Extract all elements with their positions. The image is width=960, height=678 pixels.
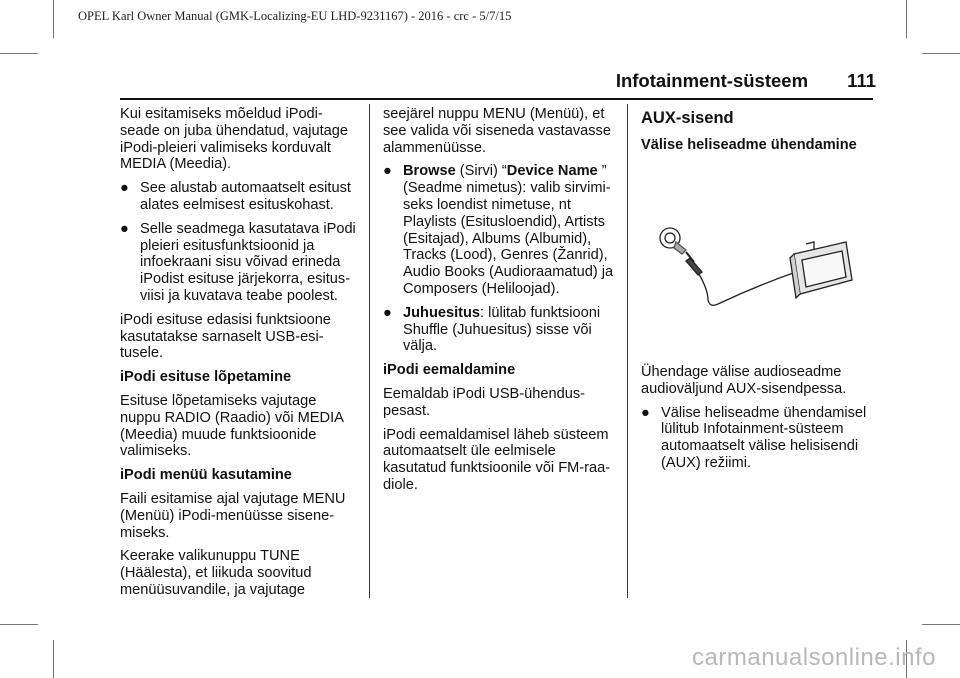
bullet-item: ● Juhuesitus: lülitab funktsiooni Shuffle (Juhuesitus) sisse või välja. — [383, 304, 601, 355]
crop-mark — [0, 53, 38, 54]
paragraph: iPodi eemaldamisel läheb süsteem automaatselt üle eelmisele kasutatud funktsioonile või FM-raa-diole. — [383, 426, 611, 493]
column-3 — [641, 106, 881, 161]
crop-mark — [922, 53, 960, 54]
crop-mark — [0, 624, 38, 625]
paragraph: Kui esitamiseks mõeldud iPodi-seade on juba ühendatud, vajutage iPodi-pleieri valimiseks korduvalt MEDIA (Meedia). — [120, 106, 349, 173]
page-header — [616, 70, 876, 92]
term-shuffle: Juhuesitus — [403, 304, 481, 321]
paragraph: Keerake valikunuppu TUNE (Häälesta), et liikuda soovitud menüüsuvandile, ja vajutage — [120, 548, 312, 598]
paragraph: Ühendage välise audioseadme audioväljund AUX-sisendpessa. — [641, 364, 847, 397]
bullet-icon: ● — [120, 220, 129, 237]
paragraph: iPodi esituse edasisi funktsioone kasutatakse sarnaselt USB-esi-tusele. — [120, 311, 331, 362]
bullet-icon: ● — [120, 180, 129, 197]
subheading: iPodi esituse lõpetamine — [120, 369, 292, 386]
subheading: iPodi menüü kasutamine — [120, 467, 292, 484]
subheading: iPodi eemaldamine — [383, 362, 516, 379]
aux-connection-illustration — [646, 220, 856, 320]
bullet-icon: ● — [641, 404, 650, 421]
header-rule — [120, 98, 873, 100]
crop-mark — [922, 624, 960, 625]
paragraph: Eemaldab iPodi USB-ühendus-pesast. — [383, 385, 585, 419]
crop-mark — [53, 640, 54, 678]
audio-device-icon — [790, 242, 852, 298]
page-number: 111 — [847, 70, 876, 91]
column-3-lower — [641, 364, 881, 479]
bullet-icon: ● — [383, 304, 392, 321]
term-browse: Browse — [403, 163, 456, 180]
paragraph: Esituse lõpetamiseks vajutage nuppu RADIO (Raadio) või MEDIA (Meedia) muude funktsioonide valimiseks. — [120, 392, 344, 460]
bullet-item: ● Välise heliseadme ühendamisel lülitub Infotainment-süsteem automaatselt välise helisisendi (AUX) režiimi. — [641, 404, 867, 471]
bullet-item: ● See alustab automaatselt esitust alates eelmisest esituskohast. — [120, 180, 351, 213]
bullet-item: ● Selle seadmega kasutatava iPodi pleieri esitusfunktsioonid ja infoekraani sisu võivad erineda iPodist esituse järjekorra, esitus-viisi ja kuvatava teabe poolest. — [120, 220, 356, 304]
column-divider — [369, 104, 370, 598]
watermark: carmanualsonline.info — [692, 644, 936, 671]
bullet-icon: ● — [383, 163, 392, 180]
crop-mark — [906, 0, 907, 38]
paragraph: seejärel nuppu MENU (Menüü), et see valida või siseneda vastavasse alammenüüsse. — [383, 106, 611, 156]
subheading: Välise heliseadme ühendamine — [641, 136, 857, 153]
print-header: OPEL Karl Owner Manual (GMK-Localizing-EU LHD-9231167) - 2016 - crc - 5/7/15 — [78, 9, 512, 23]
column-1 — [120, 106, 360, 606]
aux-jack-icon — [660, 228, 796, 305]
term-device-name: Device Name — [506, 163, 598, 180]
column-2 — [383, 106, 617, 501]
bullet-item: ● Browse (Sirvi) “Device Name ” (Seadme nimetus): valib sirvimi-seks loendist nimetuse, nt Playlists (Esitusloendid), Artists (Esitajad), Albums (Albumid), Tracks (Lood), Genres (Žanrid), Audio Books (Audioraamatud) ja Composers (Heliloojad). — [383, 163, 614, 297]
column-divider — [627, 104, 628, 598]
crop-mark — [53, 0, 54, 38]
section-title: Infotainment-süsteem — [615, 70, 809, 91]
paragraph: Faili esitamise ajal vajutage MENU (Menüü) iPodi-menüüsse sisene-miseks. — [120, 490, 346, 541]
section-heading: AUX-sisend — [641, 109, 734, 127]
